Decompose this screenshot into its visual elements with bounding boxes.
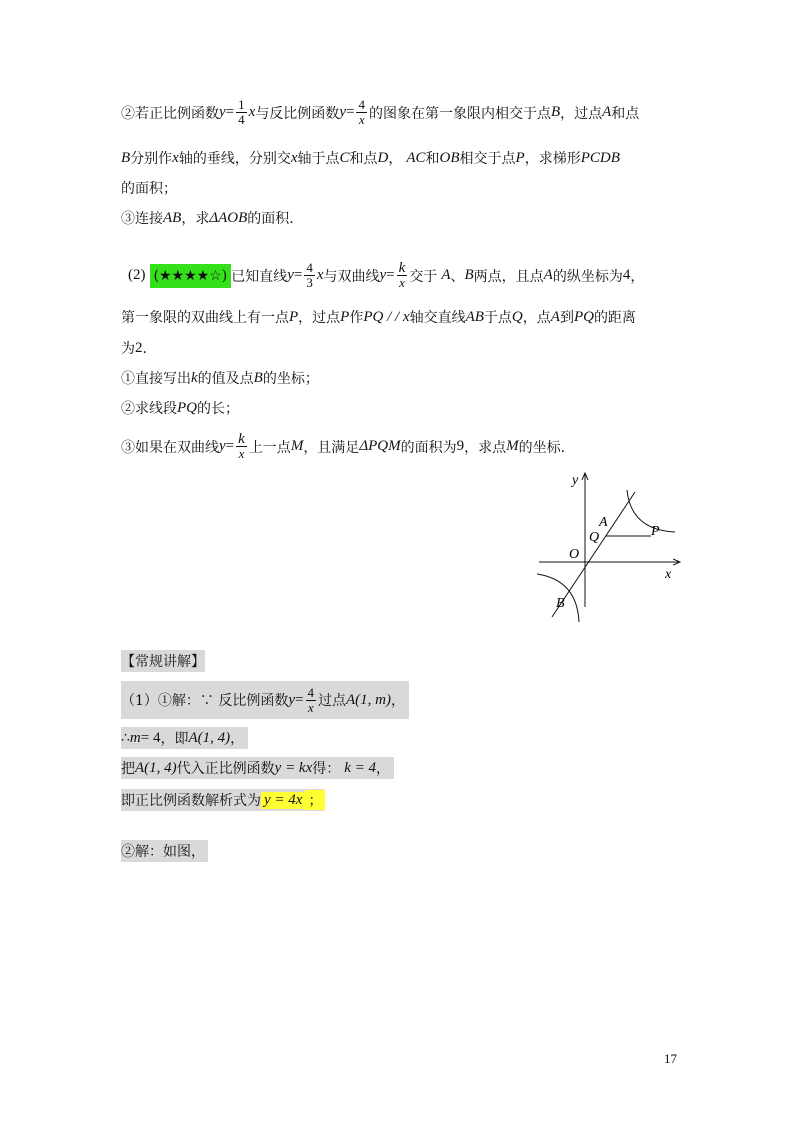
- fraction-k-over-x: $\frac{k}{x}$: [238, 431, 245, 461]
- point-A-coord: A(1, 4): [188, 729, 231, 746]
- point-A-coord: A(1, 4): [135, 759, 177, 776]
- value-k: k = 4: [344, 759, 377, 776]
- problem-number: (2): [128, 267, 146, 283]
- text: ②若正比例函数: [121, 105, 219, 122]
- text: 到: [559, 310, 574, 326]
- text: 的面积；: [121, 181, 177, 197]
- point-P: P: [515, 149, 525, 166]
- solution-line-2: [121, 727, 248, 749]
- text: ③连接: [121, 211, 163, 227]
- fraction-four-over-x: $\frac{4}{x}$: [358, 97, 365, 127]
- text: ，且满足: [303, 439, 360, 456]
- fraction-four-thirds: $\frac{4}{3}$: [306, 260, 313, 290]
- point-B: B: [464, 267, 474, 283]
- text: 作: [349, 310, 364, 326]
- var-x: x: [290, 149, 298, 166]
- text: 和点: [349, 151, 378, 167]
- text: 即正比例函数解析式为: [121, 793, 261, 809]
- answer-semicolon: ；: [305, 790, 325, 810]
- text: ，: [376, 761, 391, 777]
- line-AB: AB: [465, 308, 484, 325]
- therefore-symbol: ∴: [121, 730, 130, 746]
- segment-AC: AC: [406, 149, 426, 166]
- solution-line-5: ②解：如图，: [121, 840, 208, 862]
- point-C: C: [339, 149, 350, 166]
- answer-highlight: y = 4x: [261, 792, 305, 809]
- pq-parallel-x: PQ / / x: [363, 308, 410, 325]
- text: ，点: [522, 310, 551, 326]
- point-P: P: [340, 308, 350, 325]
- text: 轴的垂线，分别交: [178, 151, 291, 167]
- text: ，: [391, 693, 405, 709]
- value-nine: 9: [456, 438, 465, 454]
- point-P-label: P: [651, 524, 660, 539]
- text: 把: [121, 761, 135, 777]
- segment-PQ: PQ: [573, 308, 594, 325]
- point-A-label: A: [599, 515, 608, 530]
- point-A: A: [441, 267, 451, 283]
- point-B: B: [121, 149, 131, 166]
- text: 分别作: [130, 151, 173, 167]
- point-B: B: [550, 104, 561, 120]
- text: 的图象在第一象限内相交于点: [368, 105, 551, 122]
- x-label: x: [665, 567, 672, 582]
- text: 轴于点: [297, 151, 340, 167]
- segment-AB: AB: [163, 209, 182, 226]
- point-Q-label: Q: [589, 530, 600, 545]
- point-M: M: [290, 438, 304, 454]
- text: ，过点: [298, 310, 341, 326]
- text: 上一点: [248, 439, 291, 456]
- text: 的长；: [197, 401, 239, 417]
- equals: =: [295, 691, 304, 708]
- text: 过点: [318, 693, 346, 709]
- segment-OB: OB: [439, 149, 460, 166]
- q2-line-3: [121, 178, 177, 198]
- text: 得：: [312, 761, 341, 777]
- text: ，即: [160, 731, 189, 747]
- var-y: y: [379, 267, 387, 283]
- point-A: A: [543, 267, 553, 283]
- value-four: 4: [622, 267, 631, 283]
- text: ，求梯形: [524, 151, 581, 167]
- var-y: y: [339, 104, 346, 120]
- fraction-four-over-x: $\frac{4}{x}$: [307, 684, 314, 715]
- text: 的面积．: [247, 211, 304, 227]
- solution-line-1: [121, 681, 409, 719]
- sub-question-1: [121, 368, 319, 388]
- var-y: y: [287, 267, 294, 283]
- q2-line-1: [121, 98, 639, 127]
- point-D: D: [377, 149, 389, 166]
- fraction-one-quarter: $\frac{1}{4}$: [238, 97, 245, 127]
- text: 代入正比例函数: [176, 761, 275, 777]
- equals: =: [225, 438, 235, 454]
- text: 和点: [611, 105, 640, 122]
- y-label: y: [572, 473, 579, 488]
- text: 已知直线: [231, 268, 288, 285]
- text: ②求线段: [121, 401, 177, 417]
- text: ，: [230, 731, 245, 747]
- point-M: M: [506, 438, 519, 454]
- sub-question-2: [121, 398, 239, 418]
- equals: =: [225, 104, 235, 120]
- text: 的面积为: [400, 439, 457, 456]
- var-k: k: [191, 369, 198, 386]
- text: 的值及点: [197, 371, 254, 387]
- fraction-k-over-x: $\frac{k}{x}$: [398, 260, 406, 290]
- q2-line-2: [121, 148, 620, 168]
- difficulty-stars: (★★★★☆): [150, 264, 232, 288]
- text: 第一象限的双曲线上有一点: [121, 310, 289, 326]
- point-B-label: B: [556, 596, 565, 611]
- text: ，求点: [464, 439, 507, 456]
- text: ③如果在双曲线: [121, 439, 219, 456]
- point-A: A: [550, 308, 560, 325]
- q3-line: [121, 208, 303, 228]
- text: 交于: [409, 268, 438, 285]
- equation-y-kx: y = kx: [274, 759, 313, 776]
- point-A-coord: A(1, m): [346, 691, 391, 708]
- problem2-line-1: [128, 261, 644, 290]
- text: ①直接写出: [121, 371, 191, 387]
- text: 的纵坐标为: [552, 268, 623, 285]
- segment-PQ: PQ: [177, 399, 197, 416]
- var-x: x: [172, 149, 179, 166]
- text: ，过点: [560, 105, 603, 122]
- var-m: m: [129, 729, 141, 746]
- solution-line-3: [121, 757, 394, 779]
- text: 与反比例函数: [255, 105, 340, 122]
- page-number: 17: [664, 1051, 677, 1066]
- value-two: 2: [135, 339, 143, 356]
- value: = 4: [140, 729, 161, 746]
- text: 相交于点: [459, 151, 516, 167]
- text: （1）①解：∵ 反比例函数: [121, 693, 289, 709]
- var-y: y: [219, 438, 226, 454]
- triangle-PQM: ΔPQM: [359, 438, 401, 454]
- point-B: B: [253, 369, 263, 386]
- problem2-line-2: [121, 307, 636, 327]
- var-x: x: [248, 104, 256, 120]
- equals: =: [386, 267, 395, 283]
- text: 两点，且点: [473, 268, 544, 285]
- text: 的坐标；: [262, 371, 319, 387]
- coordinate-figure: [527, 462, 687, 632]
- var-y: y: [219, 104, 226, 120]
- text: ，: [630, 268, 645, 285]
- trapezoid-PCDB: PCDB: [580, 149, 620, 166]
- equals: =: [293, 267, 303, 283]
- solution-line-4: [121, 789, 325, 811]
- text: ，: [388, 151, 403, 167]
- triangle-AOB: ΔAOB: [209, 209, 248, 226]
- text: 于点: [483, 310, 512, 326]
- point-Q: Q: [511, 308, 523, 325]
- text: 和: [425, 151, 440, 167]
- text: 为: [121, 341, 135, 357]
- text: 、: [450, 268, 465, 285]
- text: ．: [142, 341, 157, 357]
- text: 与双曲线: [323, 268, 380, 285]
- var-y: y: [288, 691, 296, 708]
- origin-label: O: [569, 547, 580, 562]
- point-P: P: [289, 308, 299, 325]
- problem2-line-3: [121, 338, 157, 358]
- var-x: x: [316, 267, 324, 283]
- solution-header: 【常规讲解】: [121, 650, 205, 672]
- equals: =: [345, 104, 355, 120]
- text: 的距离: [593, 310, 636, 326]
- point-A: A: [602, 104, 612, 120]
- text: ，求: [181, 211, 210, 227]
- sub-question-3: [121, 432, 575, 461]
- text: 轴交直线: [409, 310, 466, 326]
- text: 的坐标．: [518, 439, 575, 456]
